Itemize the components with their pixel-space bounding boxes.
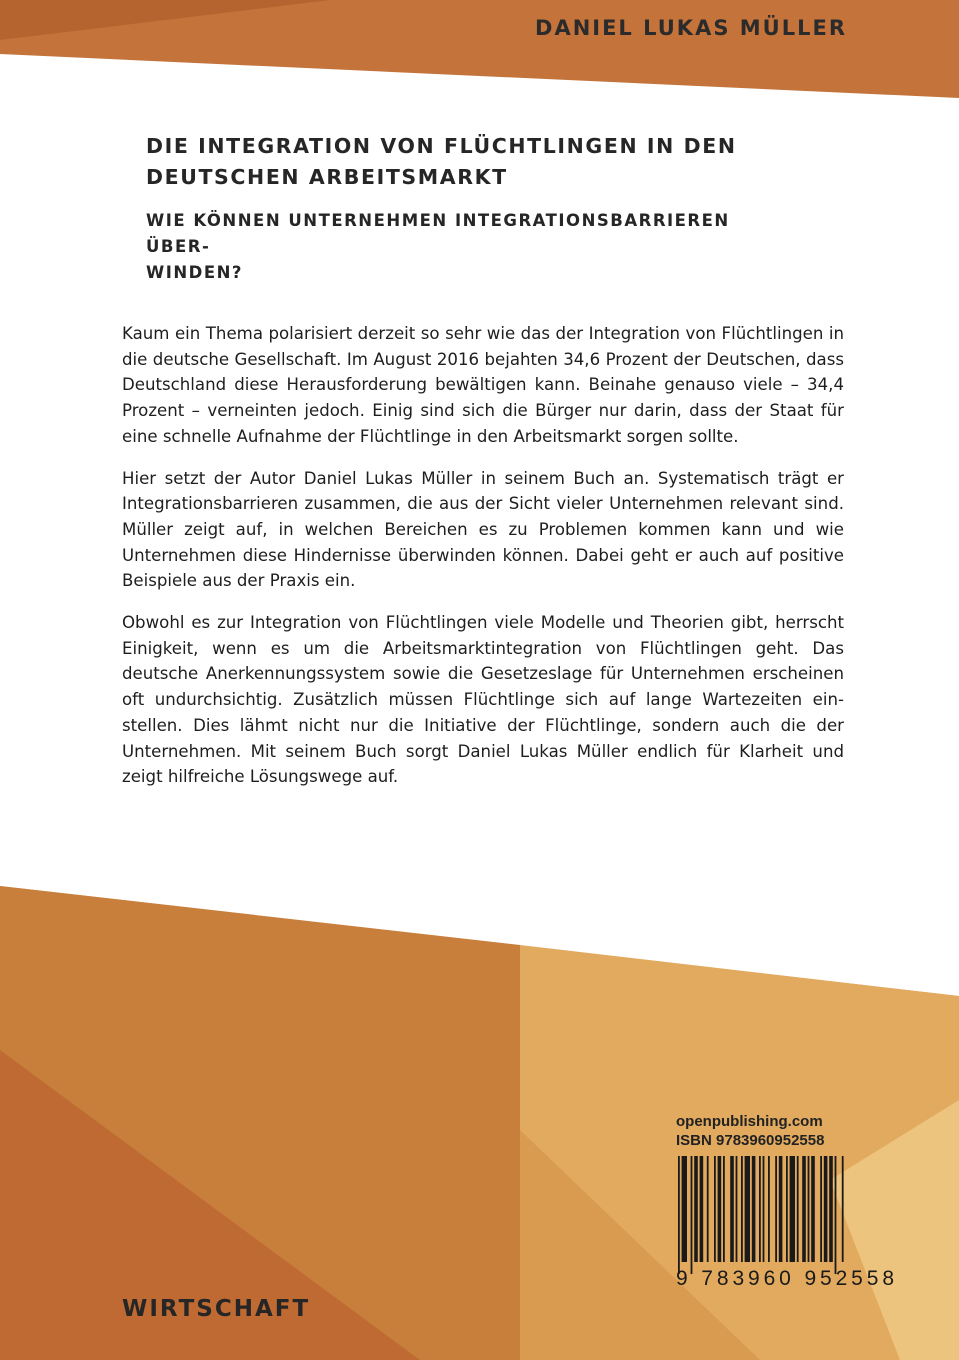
isbn-barcode	[660, 1156, 895, 1288]
barcode-bar	[752, 1156, 756, 1262]
barcode-bar	[842, 1156, 844, 1262]
barcode-bar	[790, 1156, 795, 1262]
barcode-bar	[811, 1156, 815, 1262]
barcode-digits: 9 783960 952558	[676, 1267, 894, 1288]
barcode-bar	[802, 1156, 806, 1262]
barcode-bar	[808, 1156, 810, 1262]
barcode-bar	[691, 1156, 693, 1274]
barcode-bar	[718, 1156, 722, 1262]
blurb-paragraph: Kaum ein Thema polarisiert derzeit so sehr wie das der Integration von Flüchtlingen in die deutsche Gesellschaft. Im August 2016 bejahten 34,6 Prozent der Deutschen, dass Deutschland diese Herausforderung bewältigen kann. Beinahe genauso viele – 34,4 Prozent – verneinten jedoch. Einig sind sich die Bürger nur darin, dass der Staat für eine schnelle Aufnahme der Flüchtlinge in den Arbeitsmarkt sorgen sollte.	[122, 324, 844, 446]
barcode-bar	[736, 1156, 738, 1262]
book-title	[146, 131, 786, 193]
barcode-bars	[678, 1156, 844, 1274]
blurb-paragraph: Obwohl es zur Integration von Flüchtlingen viele Modelle und Theorien gibt, herrscht Einigkeit, wenn es um die Arbeitsmarktintegration von Flüchtlingen geht. Das deutsche Anerkennungssystem sowie die Gesetzeslage für Unternehmen erscheinen oft undurchsichtig. Zusätzlich müssen Flüchtlinge sich auf lange Wartezeiten einstellen. Dies lähmt nicht nur die Initiative der Flüchtlinge, sondern auch die der Unternehmen. Mit seinem Buch sorgt Daniel Lukas Müller endlich für Klarheit und zeigt hilfreiche Lösungswege auf.	[122, 613, 844, 787]
title-line: DEUTSCHEN ARBEITSMARKT	[146, 165, 508, 189]
barcode-bar	[820, 1156, 822, 1262]
barcode-bar	[714, 1156, 716, 1262]
barcode-bar	[694, 1156, 698, 1262]
barcode-bar	[723, 1156, 725, 1262]
title-line: DIE INTEGRATION VON FLÜCHTLINGEN IN DEN	[146, 134, 737, 158]
subtitle-line: WIE KÖNNEN UNTERNEHMEN INTEGRATIONSBARRIEREN ÜBER-	[146, 211, 730, 256]
barcode-bar	[786, 1156, 788, 1262]
barcode-bar	[678, 1156, 680, 1274]
barcode-bar	[730, 1156, 734, 1262]
barcode-bar	[707, 1156, 709, 1262]
barcode-bar	[759, 1156, 761, 1262]
barcode-bar	[775, 1156, 777, 1262]
barcode-bar	[700, 1156, 704, 1262]
publisher-url: openpublishing.com	[676, 1113, 823, 1130]
barcode-bar	[829, 1156, 833, 1262]
book-subtitle	[146, 208, 796, 286]
barcode-bar	[835, 1156, 837, 1274]
blurb-paragraph: Hier setzt der Autor Daniel Lukas Müller in seinem Buch an. Systematisch trägt er Integrationsbarrieren zusammen, die aus der Sicht vieler Unternehmen relevant sind. Müller zeigt auf, in welchen Bereichen es zu Problemen kommen kann und wie Unternehmen diese Hindernisse überwinden können. Dabei geht er auch auf positive Beispiele aus der Praxis ein.	[122, 468, 844, 591]
author-name: DANIEL LUKAS MÜLLER	[535, 16, 847, 40]
barcode-bar	[824, 1156, 828, 1262]
barcode-bar	[797, 1156, 799, 1262]
barcode-bar	[763, 1156, 765, 1262]
barcode-bar	[768, 1156, 770, 1262]
barcode-bar	[741, 1156, 743, 1262]
subtitle-line: WINDEN?	[146, 263, 243, 282]
barcode-bar	[745, 1156, 750, 1262]
isbn-label: ISBN 9783960952558	[676, 1132, 825, 1149]
barcode-bar	[682, 1156, 687, 1262]
barcode-bar	[779, 1156, 783, 1262]
category-label: WIRTSCHAFT	[122, 1296, 311, 1322]
blurb	[122, 321, 844, 806]
